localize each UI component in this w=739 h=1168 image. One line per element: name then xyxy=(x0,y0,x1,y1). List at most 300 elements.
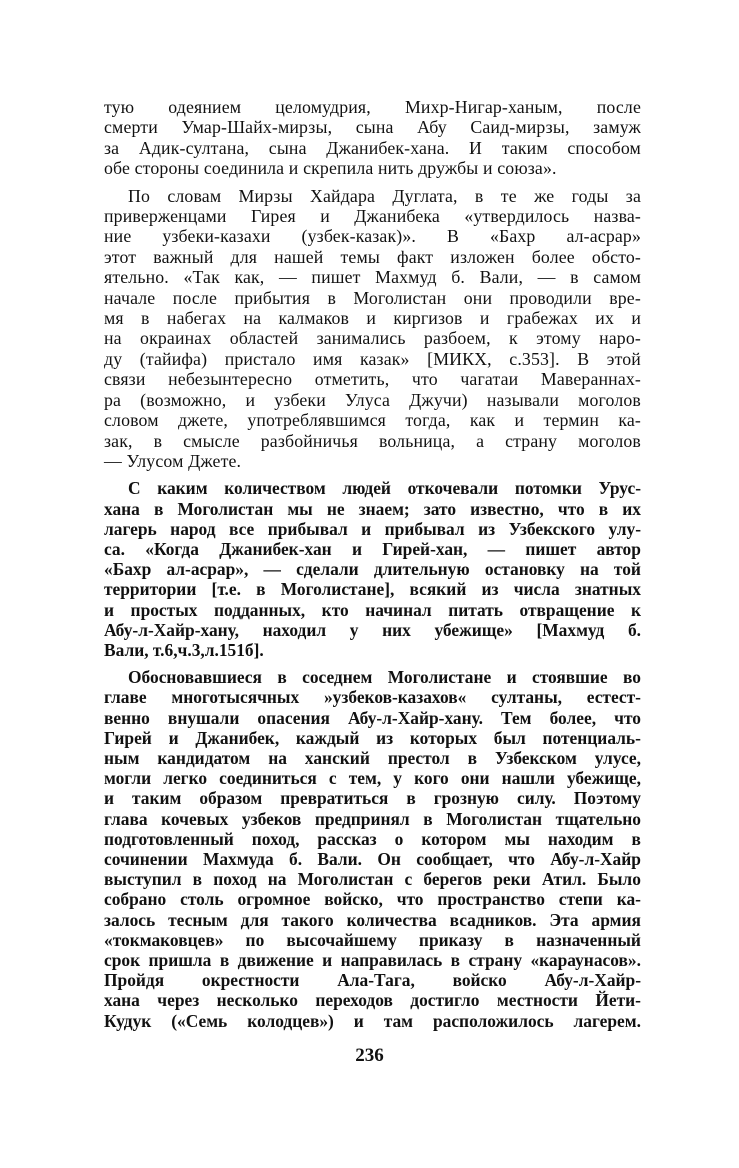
word: Он xyxy=(377,848,401,869)
word: многотысячных xyxy=(171,687,300,708)
word: нашли xyxy=(501,768,555,789)
word: их xyxy=(595,308,614,329)
text-line xyxy=(104,369,641,389)
word: нашей xyxy=(274,246,324,267)
word: достигло xyxy=(410,990,480,1011)
word: Узбекском xyxy=(495,747,577,768)
word: пришла xyxy=(148,949,212,970)
word: «караунасов». xyxy=(530,949,641,970)
word: Абу-л-Хайр-хану. xyxy=(347,707,483,728)
word: ал-асрар» xyxy=(566,226,641,247)
word: внушали xyxy=(167,707,240,728)
word: глава xyxy=(104,808,148,829)
word: моголов xyxy=(578,430,641,451)
word: которых xyxy=(409,727,478,748)
word: этот xyxy=(104,246,137,267)
word: Гирей-хан, xyxy=(382,538,468,559)
word: за xyxy=(104,137,120,158)
word: более xyxy=(531,246,575,267)
word: Урус- xyxy=(598,478,641,499)
text-line xyxy=(104,930,641,950)
word: них xyxy=(382,619,411,640)
text-line xyxy=(104,708,641,728)
word: в xyxy=(406,788,416,809)
word: Джанибек, xyxy=(195,727,280,748)
word: всадников. xyxy=(449,909,537,930)
word: Атил. xyxy=(541,869,587,890)
word: переходов xyxy=(315,990,393,1011)
word: Саид-мирзы, xyxy=(470,117,570,138)
word: Улуса xyxy=(344,389,391,410)
word: ка- xyxy=(618,410,641,431)
word: «токмаковцев» xyxy=(104,929,224,950)
text-line xyxy=(104,117,641,137)
word: Абу-л-Хайр- xyxy=(544,970,641,991)
word: [Махмуд xyxy=(536,619,605,640)
paragraph xyxy=(104,186,641,472)
word: «Бахр xyxy=(489,226,536,247)
word: в xyxy=(504,929,514,950)
word: и xyxy=(322,949,333,970)
word: на xyxy=(243,308,262,329)
word: Моголистан xyxy=(297,869,394,890)
word: одеянием xyxy=(168,97,242,117)
word: территории xyxy=(104,579,197,600)
word: по xyxy=(245,929,265,950)
word: ние xyxy=(104,226,132,247)
word: сочинении xyxy=(104,848,188,869)
text-line xyxy=(104,410,641,430)
word: зак, xyxy=(104,430,133,451)
word: Абу-л-Хайр xyxy=(550,848,641,869)
word: и xyxy=(245,389,256,410)
text-line xyxy=(104,390,641,410)
word: окрестности xyxy=(201,970,300,991)
word: залось xyxy=(104,909,156,930)
word: в xyxy=(327,287,336,308)
word: и xyxy=(506,667,517,688)
word: узбеки xyxy=(274,389,326,410)
word: котором xyxy=(421,828,487,849)
word: Ала-Тага, xyxy=(337,970,415,991)
word: отметить, xyxy=(314,369,390,390)
word: потомки xyxy=(514,478,582,499)
word: Абу xyxy=(417,117,447,138)
word: простых xyxy=(130,599,198,620)
word: они xyxy=(460,768,490,789)
word: всякий xyxy=(409,579,467,600)
word: столь xyxy=(180,889,224,910)
text-line xyxy=(104,687,641,707)
word: был xyxy=(493,727,526,748)
text-line xyxy=(104,889,641,909)
word: лагерь xyxy=(104,518,157,539)
word: этой xyxy=(606,348,641,369)
word: из xyxy=(481,579,499,600)
word: превратиться xyxy=(280,788,389,809)
word: Умар-Шайх-мирзы, xyxy=(181,117,333,138)
text-line xyxy=(104,620,641,640)
word: начинал xyxy=(365,599,432,620)
text-line xyxy=(104,869,641,889)
word: людей xyxy=(342,478,391,499)
text-line xyxy=(104,579,641,599)
word: после xyxy=(172,287,218,308)
word: из xyxy=(478,518,496,539)
word: у xyxy=(349,619,359,640)
word: И xyxy=(469,137,483,158)
word: и xyxy=(479,308,490,329)
word: соседнем xyxy=(302,667,373,688)
word: а xyxy=(476,430,485,451)
word: находим xyxy=(547,828,614,849)
word: — xyxy=(487,538,506,559)
text-line xyxy=(104,600,641,620)
word: народ xyxy=(170,518,216,539)
text-line xyxy=(104,247,641,267)
word: кого xyxy=(414,768,449,789)
word: смысле xyxy=(183,430,240,451)
text-line xyxy=(104,267,641,287)
word: они xyxy=(463,287,493,308)
word: для xyxy=(230,246,258,267)
text-line xyxy=(104,206,641,226)
word: лагерем. xyxy=(573,1010,641,1031)
word: таким xyxy=(501,137,548,158)
word: Узбекского xyxy=(508,518,596,539)
word: имя xyxy=(313,348,343,369)
word: к xyxy=(509,328,518,349)
word: кто xyxy=(321,599,349,620)
word: пристало xyxy=(224,348,296,369)
word: в xyxy=(423,808,433,829)
word: — xyxy=(537,267,556,288)
text-line xyxy=(104,768,641,788)
text-line xyxy=(104,970,641,990)
word: пространство xyxy=(437,889,545,910)
word: движение xyxy=(237,949,314,970)
word: и xyxy=(631,308,641,329)
text-line xyxy=(104,748,641,768)
word: те xyxy=(500,185,517,206)
word: каждый xyxy=(295,727,360,748)
word: как, xyxy=(234,267,265,288)
word: собрано xyxy=(104,889,167,910)
word: пишет xyxy=(311,267,361,288)
word: стоявшие xyxy=(531,667,608,688)
text-line xyxy=(104,431,641,451)
word: таким xyxy=(132,788,182,809)
word: о xyxy=(394,828,404,849)
word: пишет xyxy=(525,538,577,559)
text-line xyxy=(104,186,641,206)
word: что xyxy=(614,707,641,728)
word: там xyxy=(383,1010,414,1031)
word: хана xyxy=(104,498,140,519)
word: Джанибек-хана. xyxy=(326,137,450,158)
word: предпринял xyxy=(314,808,410,829)
word: поход, xyxy=(251,828,300,849)
text-line xyxy=(104,809,641,829)
word: Моголистане], xyxy=(280,579,395,600)
word: и xyxy=(168,727,179,748)
word: в xyxy=(631,828,641,849)
text-line xyxy=(104,849,641,869)
text-line xyxy=(104,226,641,246)
word: кандидатом xyxy=(157,747,251,768)
word: назначенный xyxy=(536,929,641,950)
word: каким xyxy=(157,478,208,499)
word: в xyxy=(474,185,484,206)
text-line xyxy=(104,788,641,808)
word: словам xyxy=(167,185,222,206)
word: важный xyxy=(153,246,214,267)
word: Моголистан xyxy=(177,498,274,519)
word: (возможно, xyxy=(140,389,227,410)
text-line xyxy=(104,451,641,471)
word: и xyxy=(514,410,525,431)
word: легко xyxy=(163,768,208,789)
word: подданных, xyxy=(213,599,306,620)
word: находил xyxy=(262,619,327,640)
word: в xyxy=(141,308,150,329)
word: тщательно xyxy=(555,808,641,829)
word: — xyxy=(278,267,297,288)
word: занимались xyxy=(316,328,406,349)
text-line xyxy=(104,1011,641,1031)
word: Моголистане xyxy=(387,667,492,688)
word: в xyxy=(256,579,266,600)
text-line xyxy=(104,519,641,539)
word: в xyxy=(153,498,164,519)
word: местности xyxy=(496,990,578,1011)
word: и xyxy=(366,308,377,329)
word: разбоем, xyxy=(423,328,491,349)
word: Мавераннах- xyxy=(540,369,641,390)
word: страну xyxy=(505,430,558,451)
word: на xyxy=(268,747,287,768)
word: назва- xyxy=(593,206,641,227)
word: с xyxy=(328,768,337,789)
book-page xyxy=(104,97,641,1038)
word: автор xyxy=(596,538,641,559)
word: в xyxy=(277,667,287,688)
word: Моголистан xyxy=(353,287,447,308)
text-line xyxy=(104,328,641,348)
word: В xyxy=(446,226,459,247)
word: (узбек-казак)». xyxy=(301,226,416,247)
word: во xyxy=(622,667,641,688)
word: отвращение xyxy=(519,599,615,620)
word: количества xyxy=(346,909,437,930)
word: в xyxy=(467,747,478,768)
word: Гирей xyxy=(104,727,152,748)
word: убежище» xyxy=(434,619,513,640)
text-line xyxy=(104,728,641,748)
word: «Так xyxy=(183,267,220,288)
word: тесным xyxy=(168,909,228,930)
word: В xyxy=(577,348,590,369)
word: откочевали xyxy=(407,478,499,499)
word: узбеков xyxy=(241,808,302,829)
text-line xyxy=(104,138,641,158)
word: способом xyxy=(567,137,641,158)
word: сына xyxy=(355,117,394,138)
word: степи xyxy=(558,889,603,910)
word: б. xyxy=(289,848,303,869)
word: силу. xyxy=(516,788,556,809)
word: ал-асрар», xyxy=(166,559,249,580)
word: — xyxy=(263,559,281,580)
word: количеством xyxy=(224,478,326,499)
word: колодцев») xyxy=(247,1010,334,1031)
word: мя xyxy=(104,308,124,329)
word: чагатаи xyxy=(460,369,519,390)
text-line xyxy=(104,640,641,660)
word: на xyxy=(104,328,122,349)
word: подготовленный xyxy=(104,828,234,849)
word: б. xyxy=(627,619,641,640)
word: несколько xyxy=(216,990,298,1011)
word: у xyxy=(393,768,402,789)
text-line xyxy=(104,158,641,178)
word: реки xyxy=(493,869,531,890)
word: поход xyxy=(213,869,257,890)
word: что xyxy=(508,848,535,869)
word: более, xyxy=(549,707,597,728)
word: ка- xyxy=(616,889,641,910)
text-line xyxy=(104,950,641,970)
word: с xyxy=(404,869,413,890)
word: главе xyxy=(104,687,147,708)
word: Абу-л-Хайр-хану, xyxy=(104,619,239,640)
word: к xyxy=(630,599,641,620)
word: тую xyxy=(104,97,135,117)
word: и xyxy=(320,206,330,227)
word: расположилось xyxy=(432,1010,554,1031)
word: Моголистан xyxy=(446,808,543,829)
word: Дуглата, xyxy=(392,185,458,206)
word: Джучи) xyxy=(409,389,468,410)
word: высочайшему xyxy=(286,929,397,950)
word: и xyxy=(361,518,372,539)
word: знаем; xyxy=(358,498,410,519)
word: улу- xyxy=(608,518,641,539)
word: Кудук xyxy=(104,1010,152,1031)
word: Джанибек-хан xyxy=(219,538,332,559)
paragraph xyxy=(104,667,641,1031)
word: мы xyxy=(504,828,530,849)
word: факт xyxy=(397,246,434,267)
word: длительную xyxy=(373,559,470,580)
word: моголов xyxy=(578,389,641,410)
word: естест- xyxy=(586,687,641,708)
word: самом xyxy=(593,267,641,288)
word: целомудрия, xyxy=(275,97,371,117)
text-line xyxy=(104,97,641,117)
word: Поэтому xyxy=(573,788,641,809)
word: «утвердилось xyxy=(464,206,570,227)
word: ятельно. xyxy=(104,267,169,288)
word: разбойничья xyxy=(260,430,358,451)
text-line-content: обе стороны соединила и скрепила нить дружбы и союза». xyxy=(104,158,557,179)
word: наро- xyxy=(599,328,641,349)
word: на xyxy=(267,869,287,890)
word: и xyxy=(353,1010,364,1031)
word: убежище, xyxy=(566,768,641,789)
word: С xyxy=(128,478,141,499)
word: небезынтересно xyxy=(168,369,293,390)
word: в xyxy=(570,267,579,288)
text-line xyxy=(104,990,641,1010)
word: не xyxy=(326,498,345,519)
word: вре- xyxy=(609,287,641,308)
word: ра xyxy=(104,389,122,410)
word: после xyxy=(596,97,641,117)
word: »узбеков-казахов« xyxy=(323,687,467,708)
word: соединиться xyxy=(219,768,317,789)
word: окраинах xyxy=(140,328,212,349)
text-line xyxy=(104,499,641,519)
word: знатных xyxy=(574,579,641,600)
word: рассказ xyxy=(317,828,377,849)
word: Махмуд xyxy=(375,267,437,288)
word: в xyxy=(153,430,163,451)
word: опасения xyxy=(257,707,330,728)
word: смерти xyxy=(104,117,158,138)
word: венно xyxy=(104,707,150,728)
word: и xyxy=(351,538,362,559)
word: прибытия xyxy=(234,287,311,308)
text-line xyxy=(104,559,641,579)
word: По xyxy=(128,185,151,206)
text-line-content: — Улусом Джете. xyxy=(104,450,242,471)
word: употреблявшимся xyxy=(247,410,386,431)
word: направилась xyxy=(340,949,443,970)
word: что xyxy=(557,498,585,519)
word: выступил xyxy=(104,869,182,890)
word: приказу xyxy=(418,929,483,950)
text-line xyxy=(104,910,641,930)
word: [т.е. xyxy=(211,579,241,600)
word: той xyxy=(613,559,641,580)
word: Хайдара xyxy=(310,185,376,206)
word: на xyxy=(580,559,599,580)
word: войско xyxy=(452,970,507,991)
word: годы xyxy=(571,185,609,206)
word: их xyxy=(622,498,641,519)
word: такого xyxy=(281,909,334,930)
word: Обосновавшиеся xyxy=(128,667,262,688)
word: могли xyxy=(104,768,152,789)
word: питать xyxy=(448,599,503,620)
word: из xyxy=(376,727,394,748)
word: за xyxy=(625,185,641,206)
word: са. xyxy=(104,538,125,559)
word: Вали, xyxy=(479,267,524,288)
word: термин xyxy=(543,410,599,431)
word: войско, xyxy=(324,889,383,910)
word: приверженцами xyxy=(104,206,227,227)
word: ным xyxy=(104,747,140,768)
word: Йети- xyxy=(595,990,641,1011)
word: сына xyxy=(268,137,307,158)
text-line-content: Вали, т.6,ч.3,л.151б]. xyxy=(104,639,264,660)
word: зато xyxy=(423,498,457,519)
word: кочевых xyxy=(161,808,229,829)
word: областей xyxy=(229,328,299,349)
word: грозную xyxy=(433,788,499,809)
